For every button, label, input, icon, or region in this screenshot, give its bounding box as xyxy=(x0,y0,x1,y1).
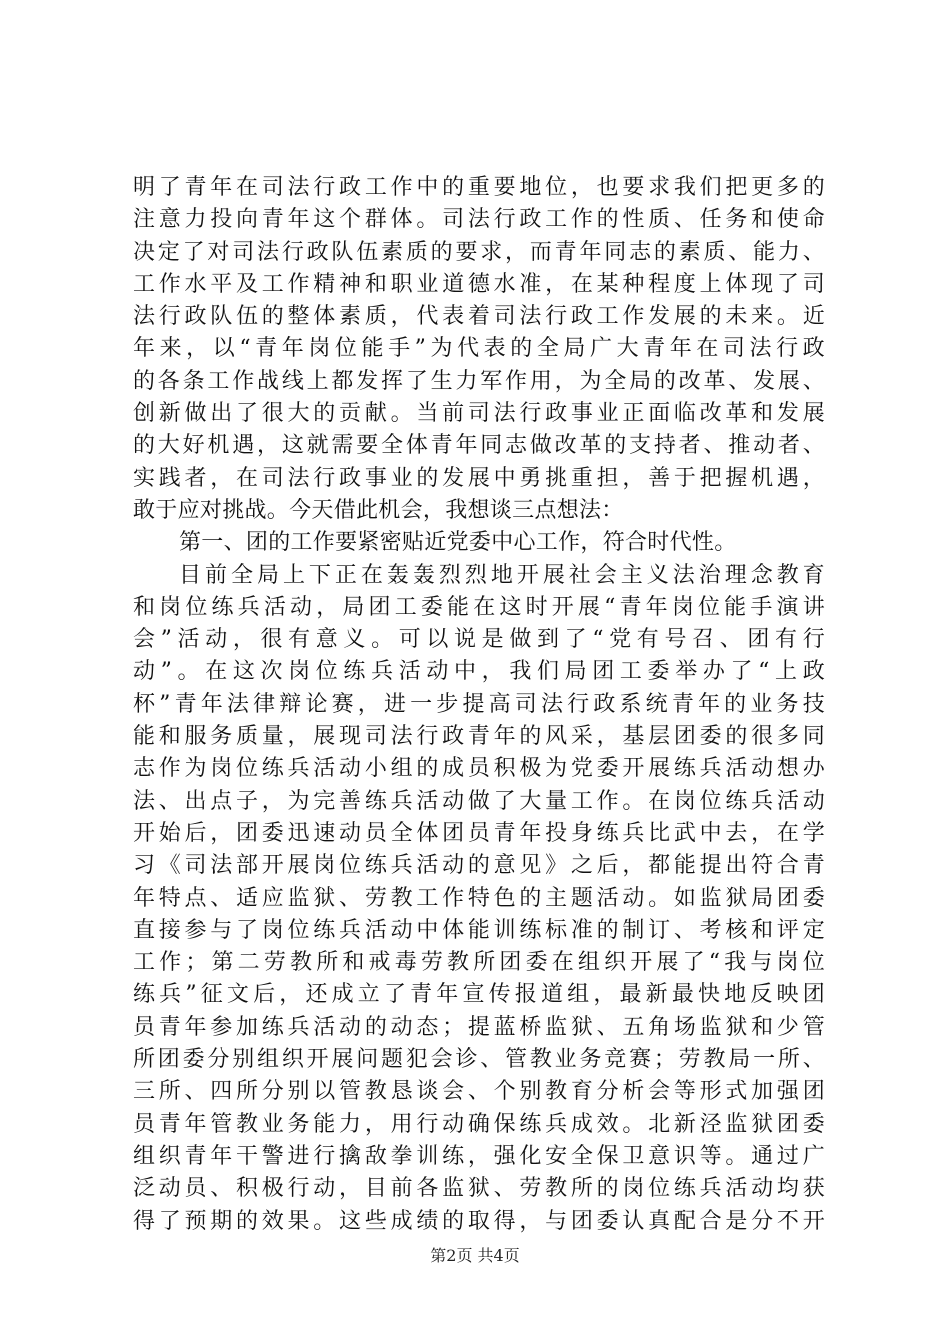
text-line: 员青年参加练兵活动的动态；提蓝桥监狱、五角场监狱和少管 xyxy=(133,1014,825,1040)
text-line: 练兵”征文后，还成立了青年宣传报道组，最新最快地反映团 xyxy=(133,982,825,1008)
text-line: 杯”青年法律辩论赛，进一步提高司法行政系统青年的业务技 xyxy=(133,691,825,717)
page-number-footer: 第2页 共4页 xyxy=(430,1246,520,1265)
text-line: 员青年管教业务能力，用行动确保练兵成效。北新泾监狱团委 xyxy=(133,1111,825,1137)
text-line: 年特点、适应监狱、劳教工作特色的主题活动。如监狱局团委 xyxy=(133,885,825,911)
body-text xyxy=(133,172,825,1238)
text-line: 工作水平及工作精神和职业道德水准，在某种程度上体现了司 xyxy=(133,271,825,297)
text-line: 工作；第二劳教所和戒毒劳教所团委在组织开展了“我与岗位 xyxy=(133,950,825,976)
text-line: 和岗位练兵活动，局团工委能在这时开展“青年岗位能手演讲 xyxy=(133,594,825,620)
text-line: 泛动员、积极行动，目前各监狱、劳教所的岗位练兵活动均获 xyxy=(133,1176,825,1202)
text-line: 三所、四所分别以管教恳谈会、个别教育分析会等形式加强团 xyxy=(133,1079,825,1105)
text-line: 会”活动，很有意义。可以说是做到了“党有号召、团有行 xyxy=(133,627,825,653)
text-line: 的各条工作战线上都发挥了生力军作用，为全局的改革、发展、 xyxy=(133,368,825,394)
text-line: 决定了对司法行政队伍素质的要求，而青年同志的素质、能力、 xyxy=(133,239,825,265)
text-line: 得了预期的效果。这些成绩的取得，与团委认真配合是分不开 xyxy=(133,1208,825,1234)
text-line: 目前全局上下正在轰轰烈烈地开展社会主义法治理念教育 xyxy=(179,562,825,588)
text-line: 所团委分别组织开展问题犯会诊、管教业务竞赛；劳教局一所、 xyxy=(133,1047,825,1073)
text-line: 志作为岗位练兵活动小组的成员积极为党委开展练兵活动想办 xyxy=(133,756,825,782)
text-line: 敢于应对挑战。今天借此机会，我想谈三点想法： xyxy=(133,497,624,523)
text-line: 习《司法部开展岗位练兵活动的意见》之后，都能提出符合青 xyxy=(133,853,825,879)
section-heading: 第一、团的工作要紧密贴近党委中心工作，符合时代性。 xyxy=(179,530,737,556)
text-line: 注意力投向青年这个群体。司法行政工作的性质、任务和使命 xyxy=(133,207,825,233)
text-line: 法、出点子，为完善练兵活动做了大量工作。在岗位练兵活动 xyxy=(133,788,825,814)
text-line: 直接参与了岗位练兵活动中体能训练标准的制订、考核和评定 xyxy=(133,917,825,943)
text-line: 创新做出了很大的贡献。当前司法行政事业正面临改革和发展 xyxy=(133,401,825,427)
text-line: 能和服务质量，展现司法行政青年的风采，基层团委的很多同 xyxy=(133,724,825,750)
text-line: 开始后，团委迅速动员全体团员青年投身练兵比武中去，在学 xyxy=(133,820,825,846)
text-line: 年来，以“青年岗位能手”为代表的全局广大青年在司法行政 xyxy=(133,336,825,362)
text-line: 法行政队伍的整体素质，代表着司法行政工作发展的未来。近 xyxy=(133,304,825,330)
text-line: 动”。在这次岗位练兵活动中，我们局团工委举办了“上政 xyxy=(133,659,825,685)
text-line: 的大好机遇，这就需要全体青年同志做改革的支持者、推动者、 xyxy=(133,433,825,459)
text-line: 明了青年在司法行政工作中的重要地位，也要求我们把更多的 xyxy=(133,175,825,200)
text-line: 组织青年干警进行擒敌拳训练，强化安全保卫意识等。通过广 xyxy=(133,1143,825,1169)
text-line: 实践者，在司法行政事业的发展中勇挑重担，善于把握机遇， xyxy=(133,465,825,491)
